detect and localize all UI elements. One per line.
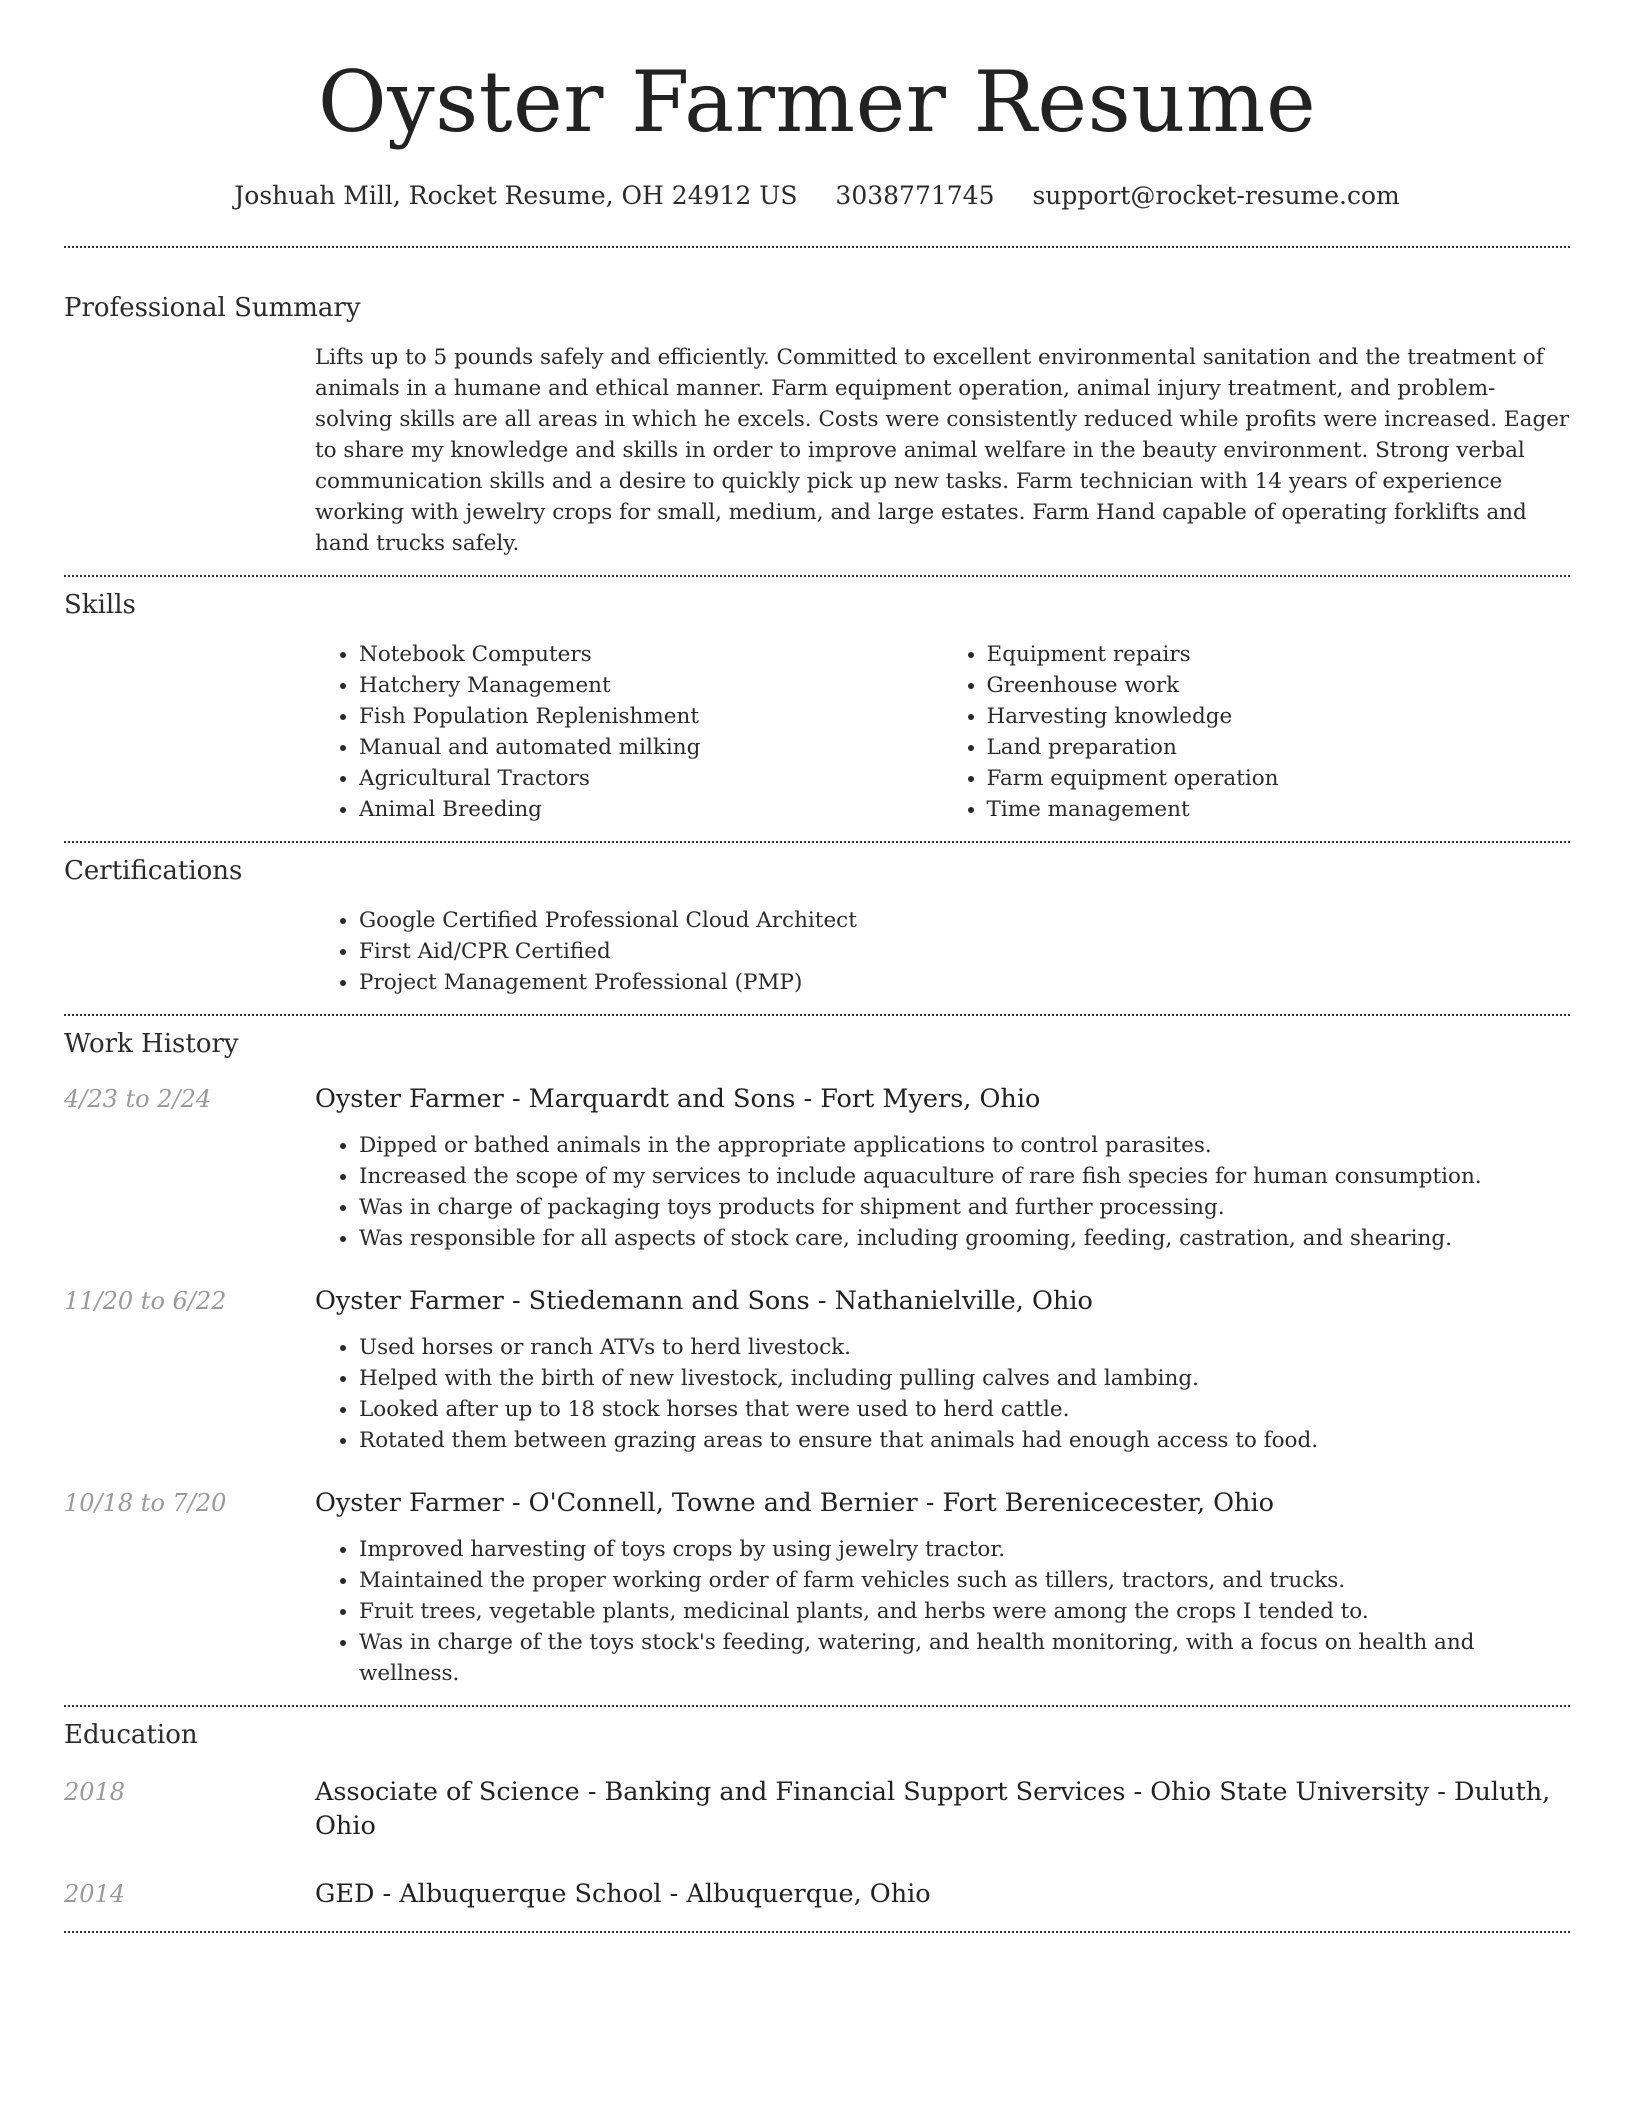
certification-item: • Google Certified Professional Cloud Architect (359, 905, 1570, 936)
skill-item: • Land preparation (987, 732, 1571, 763)
skill-item: • Fish Population Replenishment (359, 701, 943, 732)
job-dates: 10/18 to 7/20 (64, 1489, 227, 1517)
skill-item: • Manual and automated milking (359, 732, 943, 763)
contact-phone: 3038771745 (835, 181, 995, 210)
job-bullet: • Was in charge of packaging toys products for shipment and further processing. (359, 1192, 1570, 1223)
certifications-list (315, 905, 1570, 998)
skill-item: • Greenhouse work (987, 670, 1571, 701)
job-heading: Oyster Farmer - Marquardt and Sons - Fort Myers, Ohio (315, 1084, 1041, 1114)
job-entry (64, 1082, 1570, 1254)
contact-line (64, 178, 1570, 214)
job-entry (64, 1284, 1570, 1456)
job-bullet: • Increased the scope of my services to include aquaculture of rare fish species for human consumption. (359, 1161, 1570, 1192)
work-history-section (64, 1016, 1570, 1707)
education-heading-line: Associate of Science - Banking and Financial Support Services - Ohio State University - Duluth, Ohio (315, 1777, 1551, 1841)
skill-item: • Equipment repairs (987, 639, 1571, 670)
job-bullets (315, 1130, 1570, 1254)
resume-title: Oyster Farmer Resume (317, 53, 1317, 151)
job-heading: Oyster Farmer - O'Connell, Towne and Bernier - Fort Berenicecester, Ohio (315, 1488, 1274, 1518)
skill-item: • Time management (987, 794, 1571, 825)
skill-item: • Farm equipment operation (987, 763, 1571, 794)
education-heading: Education (64, 1720, 198, 1750)
certifications-heading: Certifications (64, 856, 243, 886)
certification-item: • Project Management Professional (PMP) (359, 967, 1570, 998)
education-year: 2014 (64, 1880, 126, 1908)
contact-address: Joshuah Mill, Rocket Resume, OH 24912 US (234, 181, 798, 210)
certifications-content (315, 905, 1570, 998)
skills-columns (315, 639, 1570, 825)
resume-page (64, 0, 1570, 1933)
job-heading: Oyster Farmer - Stiedemann and Sons - Nathanielville, Ohio (315, 1286, 1093, 1316)
work-history-heading: Work History (64, 1029, 239, 1059)
education-entry (64, 1877, 1570, 1911)
certification-item: • First Aid/CPR Certified (359, 936, 1570, 967)
skill-item: • Hatchery Management (359, 670, 943, 701)
skills-section (64, 577, 1570, 843)
skills-list-left (315, 639, 943, 825)
education-section (64, 1707, 1570, 1933)
job-bullet: • Helped with the birth of new livestock, including pulling calves and lambing. (359, 1363, 1570, 1394)
skill-item: • Animal Breeding (359, 794, 943, 825)
education-body (315, 1775, 1570, 1843)
skill-item: • Agricultural Tractors (359, 763, 943, 794)
summary-text: Lifts up to 5 pounds safely and efficiently. Committed to excellent environmental sanitation and the treatment of animals in a humane and ethical manner. Farm equipment operation, animal injury treatment, and problem-solving skills are all areas in which he excels. Costs were consistently reduced while profits were increased. Eager to share my knowledge and skills in order to improve animal welfare in the beauty environment. Strong verbal communication skills and a desire to quickly pick up new tasks. Farm technician with 14 years of experience working with jewelry crops for small, medium, and large estates. Farm Hand capable of operating forklifts and hand trucks safely. (315, 345, 1570, 556)
skills-heading: Skills (64, 590, 136, 620)
certifications-section (64, 843, 1570, 1016)
skill-item: • Notebook Computers (359, 639, 943, 670)
job-bullet: • Used horses or ranch ATVs to herd livestock. (359, 1332, 1570, 1363)
education-year: 2018 (64, 1778, 126, 1806)
job-bullet: • Looked after up to 18 stock horses that were used to herd cattle. (359, 1394, 1570, 1425)
education-body (315, 1877, 1570, 1911)
job-bullet: • Rotated them between grazing areas to ensure that animals had enough access to food. (359, 1425, 1570, 1456)
job-bullet: • Improved harvesting of toys crops by using jewelry tractor. (359, 1534, 1570, 1565)
job-bullet: • Fruit trees, vegetable plants, medicinal plants, and herbs were among the crops I tended to. (359, 1596, 1570, 1627)
job-entry (64, 1486, 1570, 1689)
job-bullet: • Maintained the proper working order of farm vehicles such as tillers, tractors, and trucks. (359, 1565, 1570, 1596)
job-body (315, 1284, 1570, 1456)
job-bullets (315, 1534, 1570, 1689)
skills-list-right (943, 639, 1571, 825)
job-body (315, 1486, 1570, 1689)
job-dates: 11/20 to 6/22 (64, 1287, 227, 1315)
job-dates: 4/23 to 2/24 (64, 1085, 212, 1113)
job-body (315, 1082, 1570, 1254)
job-bullets (315, 1332, 1570, 1456)
summary-section (64, 248, 1570, 577)
job-bullet: • Was responsible for all aspects of stock care, including grooming, feeding, castration, and shearing. (359, 1223, 1570, 1254)
education-heading-line: GED - Albuquerque School - Albuquerque, Ohio (315, 1879, 931, 1909)
job-bullet: • Was in charge of the toys stock's feeding, watering, and health monitoring, with a focus on health and wellness. (359, 1627, 1570, 1689)
contact-email: support@rocket-resume.com (1032, 181, 1400, 210)
job-bullet: • Dipped or bathed animals in the appropriate applications to control parasites. (359, 1130, 1570, 1161)
skill-item: • Harvesting knowledge (987, 701, 1571, 732)
summary-heading: Professional Summary (64, 293, 361, 323)
education-entry (64, 1775, 1570, 1843)
